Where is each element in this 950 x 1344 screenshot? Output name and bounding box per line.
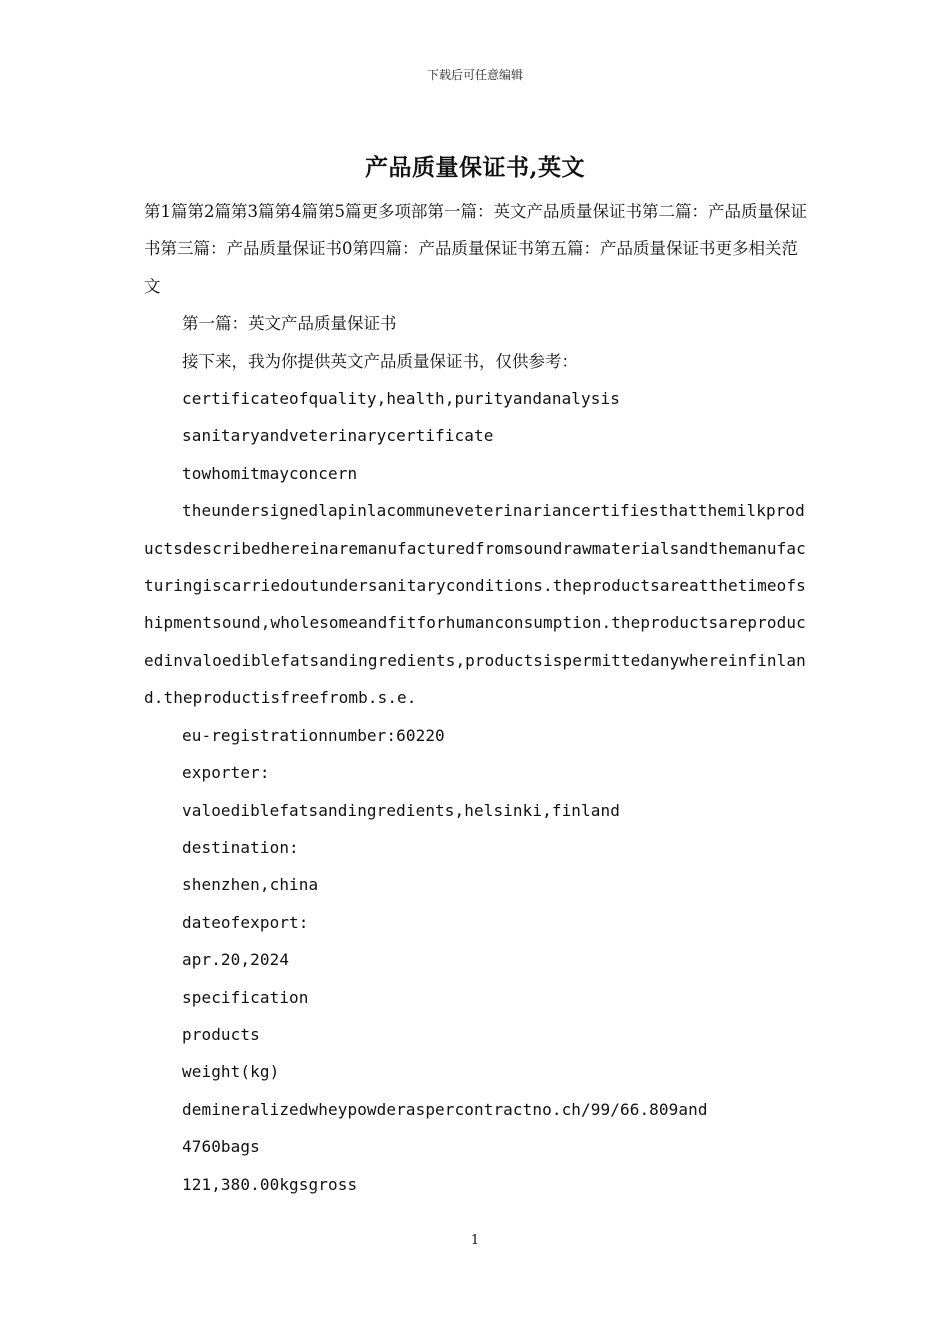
intro-paragraph: 接下来，我为你提供英文产品质量保证书，仅供参考： bbox=[182, 351, 578, 371]
certificate-title: certificateofquality,health,purityandanalysis bbox=[182, 389, 620, 409]
export-date-value: apr.20,2024 bbox=[182, 950, 290, 970]
weight-line: weight(kg) bbox=[182, 1062, 280, 1082]
bags-line: 4760bags bbox=[182, 1137, 260, 1157]
destination-label: destination: bbox=[182, 837, 299, 857]
certification-statement: theundersignedlapinlacommuneveterinariancertifiesthatthemilkproductsdescribedhereinaremanufacturedfromsoundrawmaterialsandthemanufacturingiscarriedoutundersanitaryconditions.theproductsareatthetimeofshipmentsound,wholesomeandfitforhumanconsumption.theproductsareproducedinvaloediblefatsandingredients,productsispermittedanywhereinfinland.theproductisfreefromb.s.e. bbox=[144, 501, 806, 708]
destination-value: shenzhen,china bbox=[182, 875, 319, 895]
eu-registration-line: eu-registrationnumber:60220 bbox=[182, 725, 445, 745]
gross-weight-line: 121,380.00kgsgross bbox=[182, 1174, 358, 1194]
document-body bbox=[144, 193, 808, 1203]
exporter-value: valoediblefatsandingredients,helsinki,finland bbox=[182, 800, 620, 820]
products-line: products bbox=[182, 1024, 260, 1044]
document-title: 产品质量保证书,英文 bbox=[364, 154, 585, 181]
salutation-line: towhomitmayconcern bbox=[182, 463, 358, 483]
section-heading: 第一篇：英文产品质量保证书 bbox=[182, 314, 397, 334]
product-description-line: demineralizedwheypowderaspercontractno.ch/99/66.809and bbox=[182, 1099, 708, 1119]
specification-line: specification bbox=[182, 987, 309, 1007]
exporter-label: exporter: bbox=[182, 763, 270, 783]
sanitary-certificate-line: sanitaryandveterinarycertificate bbox=[182, 426, 494, 446]
table-of-contents: 第1篇第2篇第3篇第4篇第5篇更多项部第一篇：英文产品质量保证书第二篇：产品质量保证书第三篇：产品质量保证书0第四篇：产品质量保证书第五篇：产品质量保证书更多相关范文 bbox=[144, 202, 807, 296]
page-header-note: 下载后可任意编辑 bbox=[426, 68, 523, 82]
export-date-label: dateofexport: bbox=[182, 912, 309, 932]
page-number: 1 bbox=[470, 1233, 480, 1248]
